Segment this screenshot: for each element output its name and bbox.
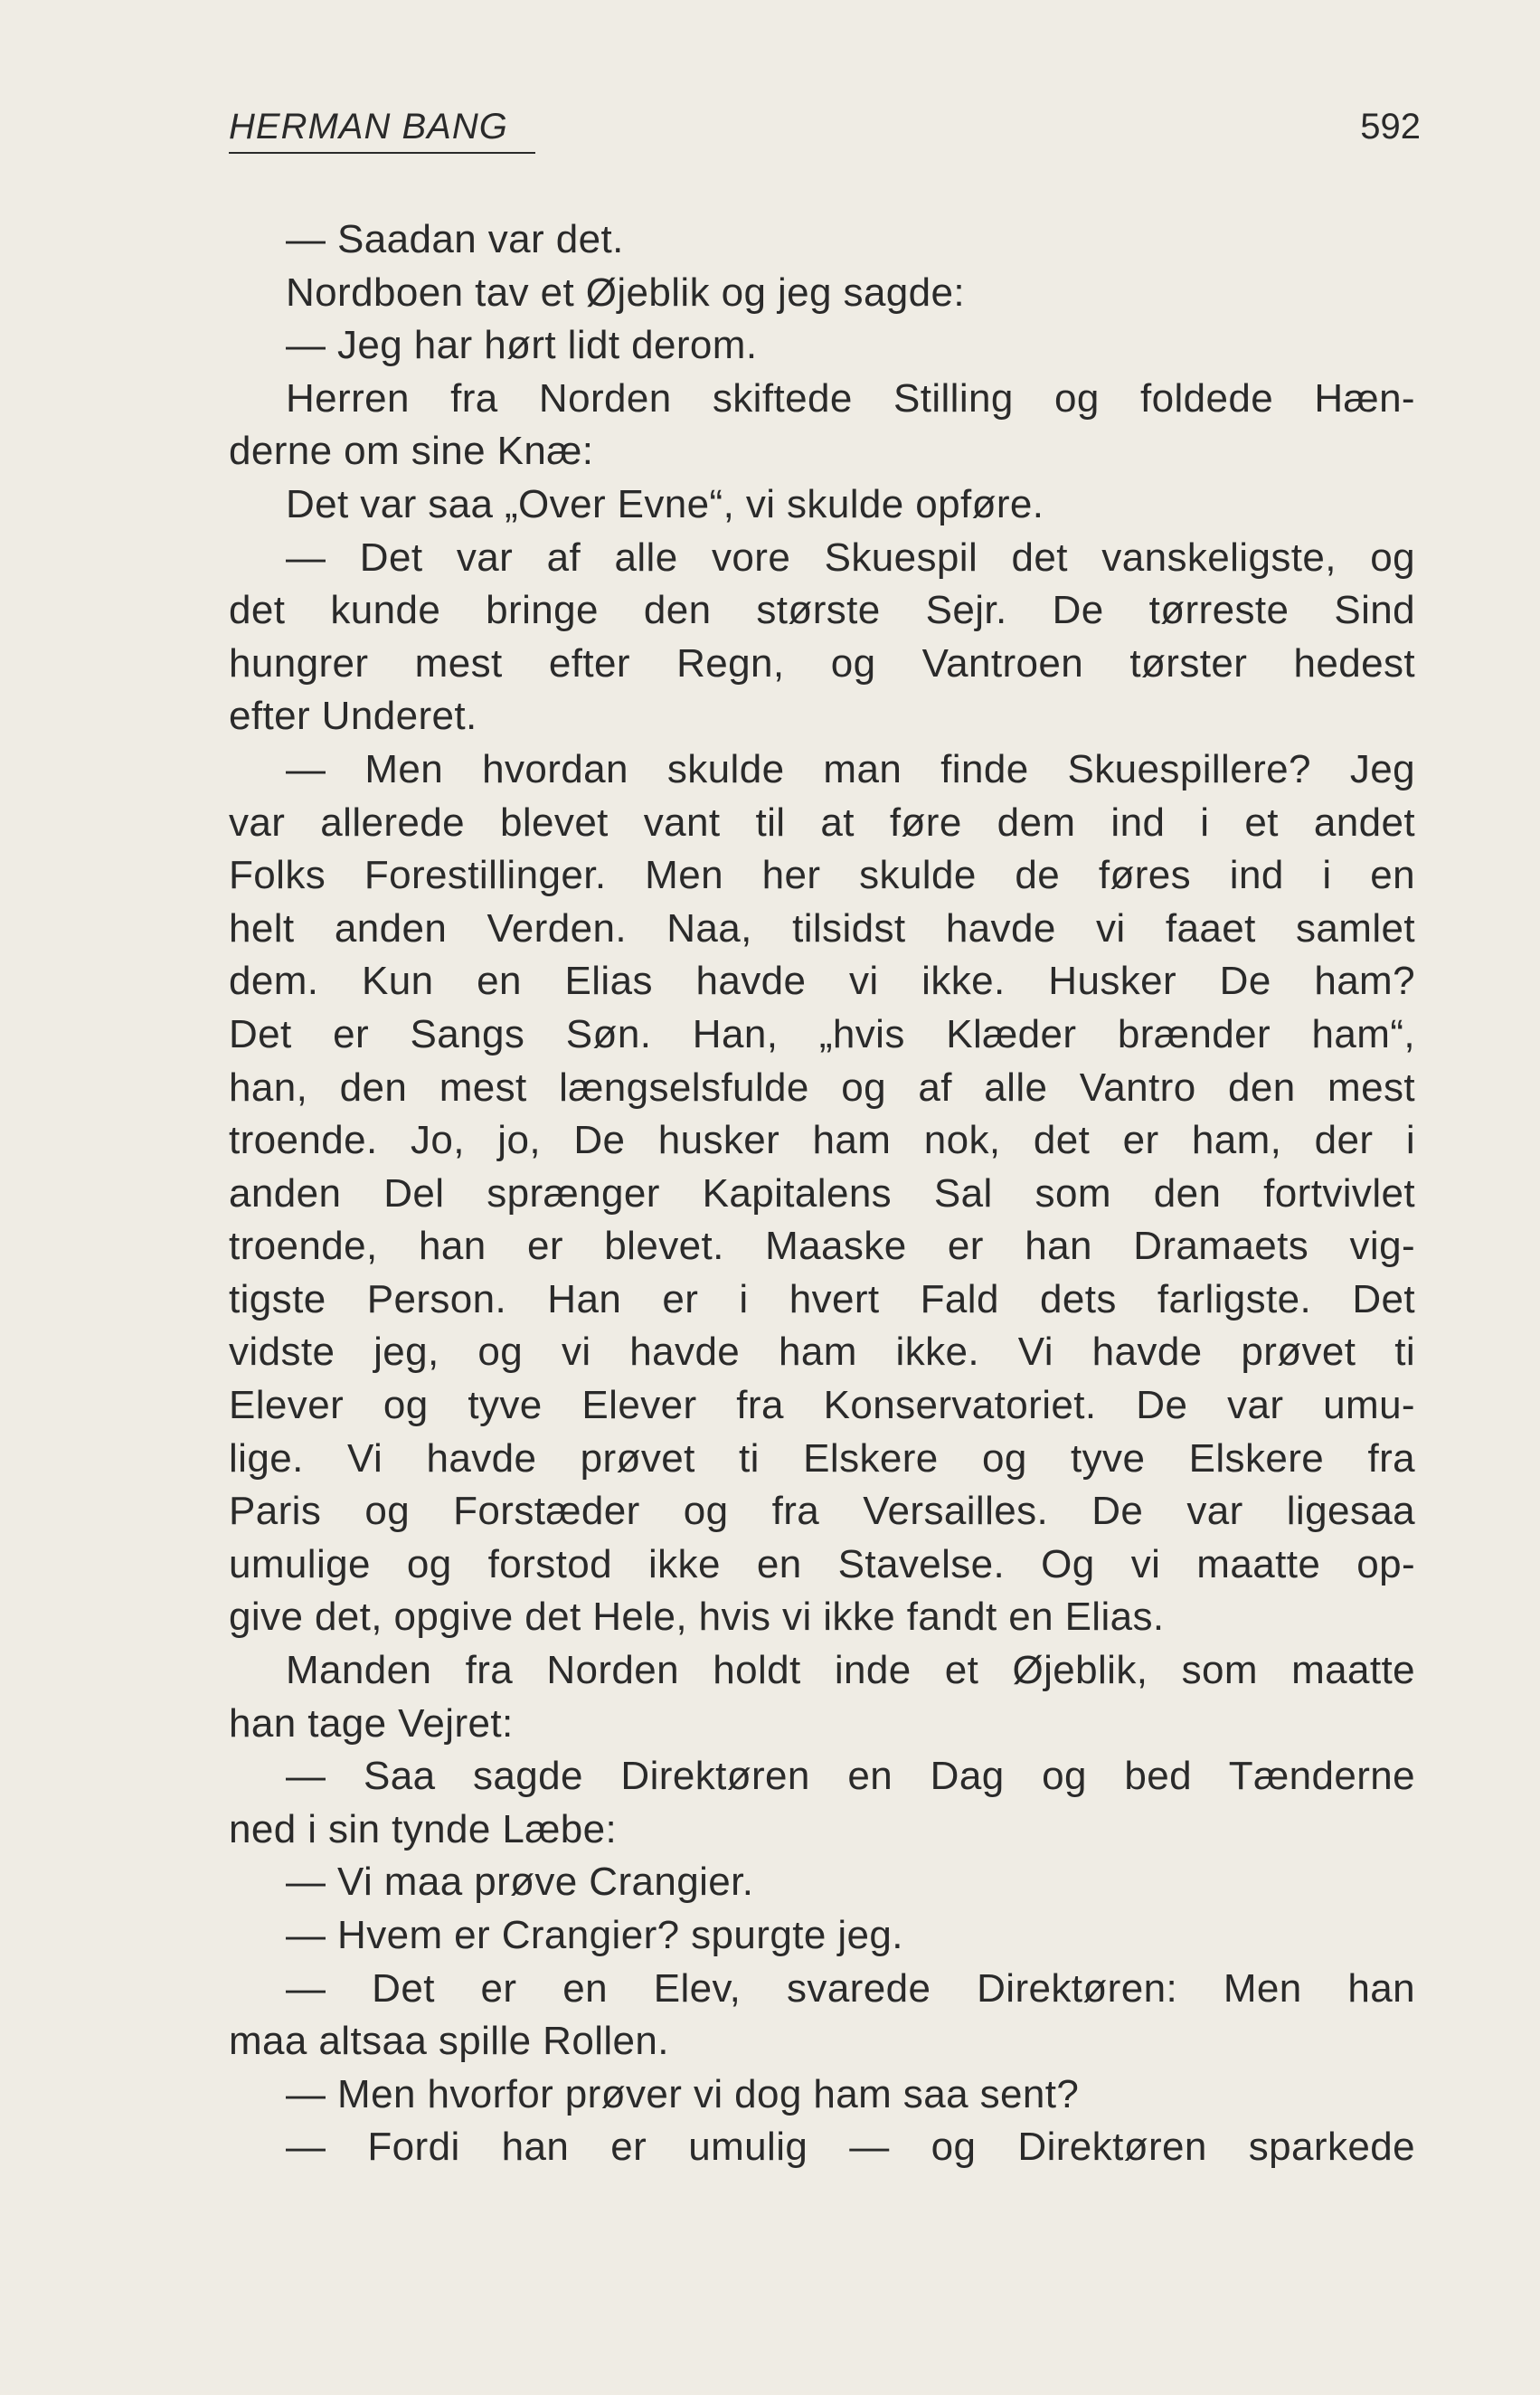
text-line: han, den mest længselsfulde og af alle Vantro den mest [229,1065,1415,1110]
text-line: Herren fra Norden skiftede Stilling og foldede Hæn- [286,375,1415,421]
text-line: Det er Sangs Søn. Han, „hvis Klæder brænder ham“, [229,1011,1415,1056]
text-line: hungrer mest efter Regn, og Vantroen tørster hedest [229,640,1415,686]
text-line: vidste jeg, og vi havde ham ikke. Vi havde prøvet ti [229,1330,1415,1375]
text-line: ned i sin tynde Læbe: [229,1806,618,1851]
text-line: Elever og tyve Elever fra Konservatoriet. De var umu- [229,1383,1415,1428]
text-line: — Saa sagde Direktøren en Dag og bed Tænderne [286,1754,1415,1799]
text-line: anden Del sprænger Kapitalens Sal som den fortvivlet [229,1170,1415,1216]
text-line: helt anden Verden. Naa, tilsidst havde vi faaet samlet [229,905,1415,951]
text-line: maa altsaa spille Rollen. [229,2019,669,2064]
text-line: lige. Vi havde prøvet ti Elskere og tyve Elskere fra [229,1435,1415,1481]
text-line: — Men hvordan skulde man finde Skuespillere? Jeg [286,746,1415,791]
text-line: Det var saa „Over Evne“, vi skulde opføre. [286,481,1044,526]
text-line: — Saadan var det. [286,217,624,261]
text-line: umulige og forstod ikke en Stavelse. Og vi maatte op- [229,1541,1415,1586]
text-line: tigste Person. Han er i hvert Fald dets farligste. Det [229,1276,1415,1321]
text-line: — Jeg har hørt lidt derom. [286,323,758,368]
text-line: troende, han er blevet. Maaske er han Dramaets vig- [229,1224,1415,1269]
text-line: Nordboen tav et Øjeblik og jeg sagde: [286,270,966,315]
text-line: — Fordi han er umulig — og Direktøren sparkede [286,2125,1415,2170]
running-head: HERMAN BANG [229,101,535,154]
text-line: troende. Jo, jo, De husker ham nok, det er ham, der i [229,1118,1415,1163]
page-number: 592 [1360,107,1421,147]
text-line: Folks Forestillinger. Men her skulde de føres ind i en [229,853,1415,898]
text-line: — Hvem er Crangier? spurgte jeg. [286,1913,903,1957]
text-line: var allerede blevet vant til at føre dem ind i et andet [229,800,1415,845]
text-line: — Det er en Elev, svarede Direktøren: Men han [286,1965,1415,2011]
text-line: — Det var af alle vore Skuespil det vanskeligste, og [286,535,1415,580]
text-line: det kunde bringe den største Sejr. De tørreste Sind [229,588,1415,633]
text-line: — Vi maa prøve Crangier. [286,1860,754,1905]
text-line: han tage Vejret: [229,1700,514,1746]
text-line: efter Underet. [229,694,477,739]
body-text [229,213,1415,2174]
text-line: give det, opgive det Hele, hvis vi ikke fandt en Elias. [229,1595,1165,1640]
text-line: Manden fra Norden holdt inde et Øjeblik, som maatte [286,1648,1415,1693]
page-header [229,101,1421,156]
text-line: dem. Kun en Elias havde vi ikke. Husker De ham? [229,959,1415,1004]
text-line: — Men hvorfor prøver vi dog ham saa sent? [286,2071,1080,2116]
text-line: Paris og Forstæder og fra Versailles. De var ligesaa [229,1489,1415,1534]
text-line: derne om sine Knæ: [229,429,594,474]
